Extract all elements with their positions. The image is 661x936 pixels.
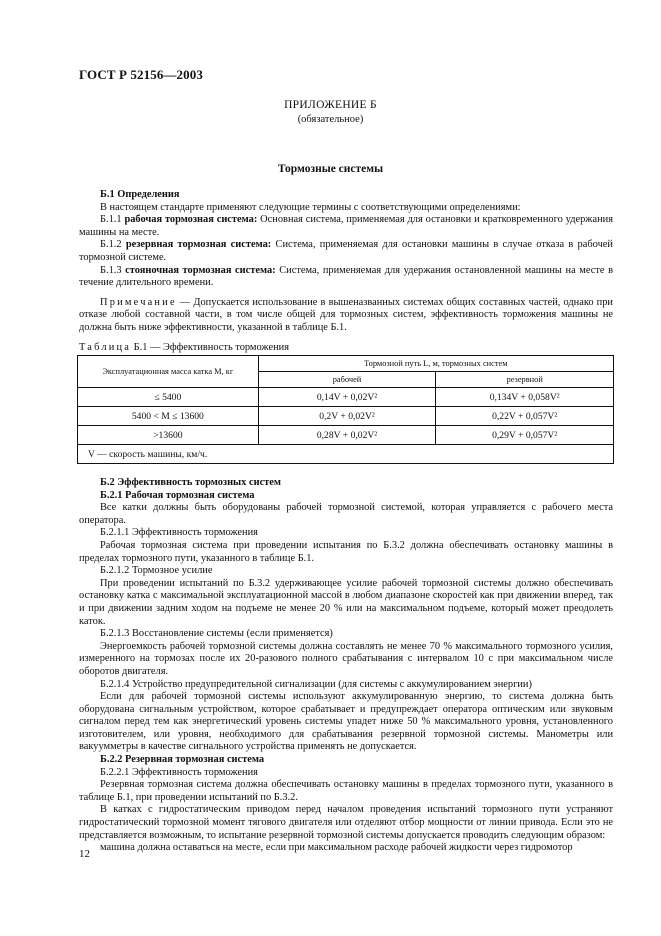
note-text: — Допускается использование в вышеназванных системах общих составных частей, однако при отказе любой составной части, в том числе общей для тормозных систем, эффективность торможения машины не должна быть ниже эффективности, указанной в таблице Б.1.: [79, 296, 613, 333]
table-row: [78, 426, 614, 445]
def-term: резервная тормозная система:: [125, 239, 272, 251]
b211-text: Рабочая тормозная система при проведении испытания по Б.3.2 должна обеспечивать остановку машины в пределах тормозного пути, указанного в таблице Б.1.: [79, 539, 613, 564]
page-number: 12: [79, 848, 90, 860]
definition-b1-3: [79, 265, 613, 290]
cell-mass: >13600: [78, 426, 259, 445]
appendix-title: ПРИЛОЖЕНИЕ Б: [284, 99, 377, 111]
b212-heading: Б.2.1.2 Тормозное усилие: [100, 565, 213, 577]
b2-heading: Б.2 Эффективность тормозных систем: [100, 477, 281, 488]
b214-text: Если для рабочей тормозной системы используют аккумулированную энергию, то система должна быть оборудована сигнальным устройством, которое срабатывает и предупреждает оператора оптическим или звуковым сигналом перед тем как энергетический уровень системы упадет ниже 50 % максимального уровня, установленного изготовителем, или уровня, необходимого для срабатывания резервной тормозной системы. Манометры или вакуумметры в качестве сигнального устройства применять не допускается.: [79, 691, 613, 753]
b221-text-3: машина должна оставаться на месте, если при максимальном расходе рабочей жидкости через гидромотор: [100, 842, 573, 854]
section-title: Тормозные системы: [277, 163, 384, 175]
b221-text-2: В катках с гидростатическим приводом перед началом проведения испытаний тормозного пути устраняют гидростатический тормозной момент тягового двигателя или отделяют отбор мощности от линии привода. Если это не представляется возможным, то испытание резервной тормозной системы допускается проводить следующим образом:: [79, 804, 613, 841]
table-caption: [79, 342, 613, 355]
b21-text: Все катки должны быть оборудованы рабочей тормозной системой, которая управляется с рабочего места оператора.: [79, 502, 613, 526]
cell-working: 0,2V + 0,02V²: [258, 407, 436, 426]
appendix-subtitle: (обязательное): [297, 114, 364, 125]
table-row: [78, 388, 614, 407]
def-text: Система, применяемая для остановки машины в случае отказа в рабочей тормозной системе.: [79, 239, 613, 263]
header-braking-path: Тормозной путь L, м, тормозных систем: [258, 356, 613, 372]
def-term: рабочая тормозная система:: [124, 214, 258, 226]
section-b2: [79, 477, 613, 855]
standard-id-header: ГОСТ Р 52156—2003: [79, 67, 203, 82]
b221-heading: Б.2.2.1 Эффективность торможения: [100, 766, 258, 778]
b212-text: При проведении испытаний по Б.3.2 удерживающее усилие рабочей тормозной системы должно обеспечивать остановку катка с максимальной эксплуатационной массой в любом диапазоне скоростей как при движении вперед, так и при движении задним ходом на подъеме не менее 20 % или на максимальном подъеме, который может преодолеть каток.: [79, 577, 613, 627]
def-text: Система, применяемая для удержания остановленной машины на месте в течение длительного времени.: [79, 264, 613, 289]
cell-reserve: 0,22V + 0,057V²: [436, 407, 614, 426]
b214-heading: Б.2.1.4 Устройство предупредительной сигнализации (для системы с аккумулированием энергии): [100, 678, 532, 690]
cell-working: 0,28V + 0,02V²: [258, 426, 436, 445]
def-num: Б.1.1: [100, 214, 122, 226]
note-label: Примечание: [100, 296, 177, 308]
b221-text: Резервная тормозная система должна обеспечивать остановку машины в пределах тормозного пути, указанного в таблице Б.1, при проведении испытаний по Б.3.2.: [79, 779, 613, 803]
braking-table: [77, 355, 614, 464]
def-num: Б.1.3: [100, 264, 122, 276]
b213-text: Энергоемкость рабочей тормозной системы должна составлять не менее 70 % максимального тормозного усилия, измеренного на тормозах после их 20-разового полного срабатывания с интервалом 10 с при максимальном числе оборотов двигателя.: [79, 640, 613, 677]
cell-reserve: 0,29V + 0,057V²: [436, 426, 614, 445]
table-row: [78, 407, 614, 426]
b22-heading: Б.2.2 Резервная тормозная система: [100, 754, 265, 766]
cell-reserve: 0,134V + 0,058V²: [436, 388, 614, 407]
cell-mass: ≤ 5400: [78, 388, 259, 407]
table-caption-text: Б.1 — Эффективность торможения: [131, 341, 289, 353]
b211-heading: Б.2.1.1 Эффективность торможения: [100, 527, 258, 539]
b213-heading: Б.2.1.3 Восстановление системы (если применяется): [100, 628, 333, 640]
header-working: рабочей: [258, 372, 436, 388]
def-num: Б.1.2: [100, 239, 122, 251]
header-reserve: резервной: [436, 372, 614, 388]
header-mass: Эксплуатационная масса катка M, кг: [78, 356, 259, 388]
cell-working: 0,14V + 0,02V²: [258, 388, 436, 407]
table-footnote: V — скорость машины, км/ч.: [78, 445, 614, 464]
def-text: Основная система, применяемая для остановки и кратковременного удержания машины на месте.: [79, 214, 613, 238]
definition-b1-1: [79, 214, 613, 239]
def-term: стояночная тормозная система:: [125, 264, 276, 276]
cell-mass: 5400 < M ≤ 13600: [78, 407, 259, 426]
section-b1: [79, 189, 613, 354]
b1-heading: Б.1 Определения: [100, 189, 180, 200]
b21-heading: Б.2.1 Рабочая тормозная система: [100, 489, 255, 501]
note: [79, 297, 613, 335]
definition-b1-2: [79, 239, 613, 264]
b1-intro: В настоящем стандарте применяют следующие термины с соответствующими определениями:: [100, 201, 521, 213]
table-caption-label: Таблица: [79, 341, 132, 353]
